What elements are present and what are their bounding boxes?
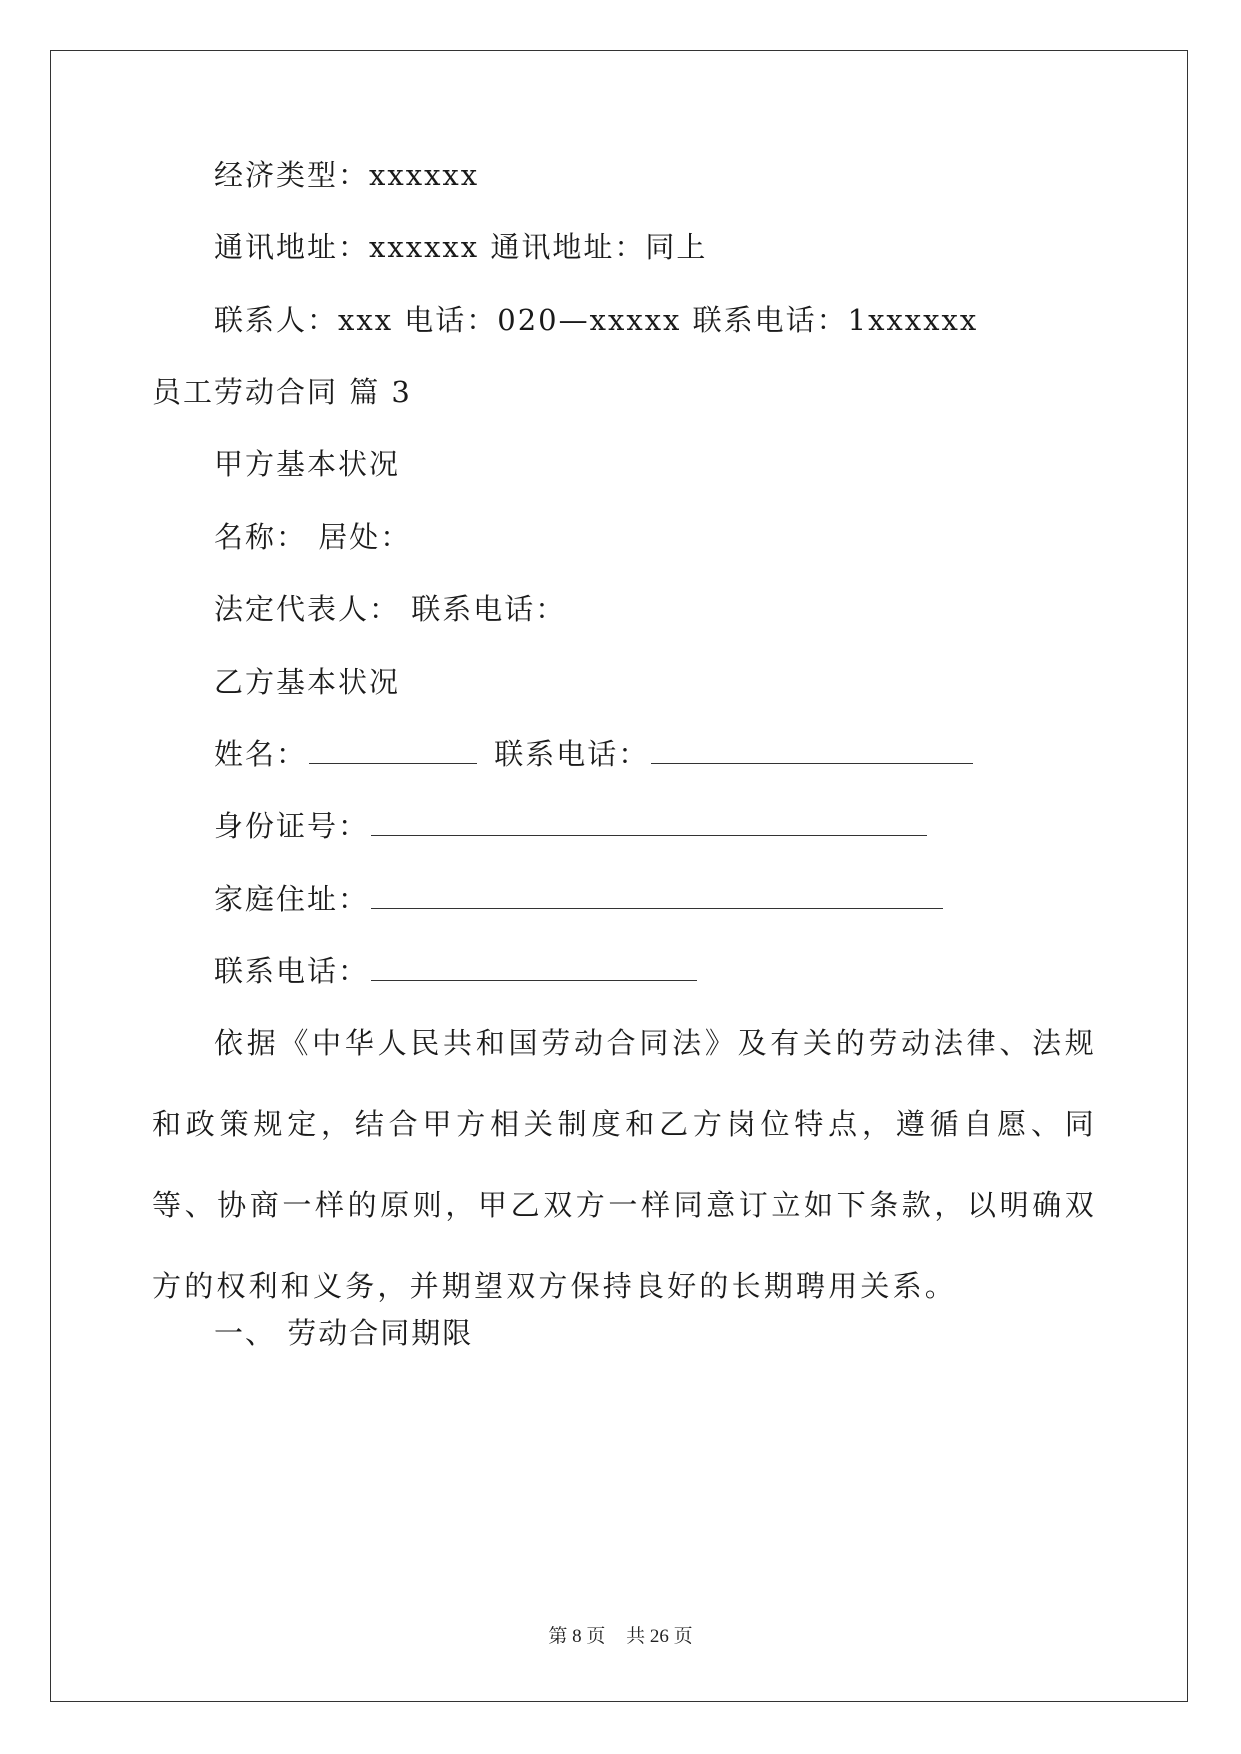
contact-phone-row: [214, 951, 703, 991]
phone-label: 联系电话：: [494, 737, 650, 771]
name-phone-row: [214, 734, 979, 774]
economic-type-line: 经济类型：xxxxxx: [214, 158, 480, 192]
section-title: 员工劳动合同 篇 3: [152, 375, 412, 409]
party-a-name-line: 名称： 居处：: [214, 520, 412, 554]
mail-address-line: 通讯地址：xxxxxx 通讯地址：同上: [214, 230, 708, 264]
phone-blank[interactable]: [651, 737, 973, 764]
home-address-row: [214, 879, 949, 919]
page-border: [50, 50, 1188, 1702]
page-number: 第 8 页: [548, 1626, 606, 1647]
party-a-heading: 甲方基本状况: [214, 447, 401, 481]
total-pages: 共 26 页: [626, 1626, 693, 1647]
party-b-heading: 乙方基本状况: [214, 665, 401, 699]
agreement-paragraph: 依据《中华人民共和国劳动合同法》及有关的劳动法律、法规和政策规定，结合甲方相关制度和乙方岗位特点，遵循自愿、同等、协商一样的原则，甲乙双方一样同意订立如下条款，以明确双方的权利和义务，并期望双方保持良好的长期聘用关系。: [152, 1026, 1097, 1303]
id-number-row: [214, 806, 933, 846]
contact-line: 联系人：xxx 电话：020—xxxxx 联系电话：1xxxxxx: [214, 303, 979, 337]
party-a-representative-line: 法定代表人： 联系电话：: [214, 592, 567, 626]
contact-phone-blank[interactable]: [371, 954, 697, 981]
clause-1-heading: 一、 劳动合同期限: [214, 1316, 474, 1350]
name-blank[interactable]: [309, 737, 477, 764]
contact-phone-label: 联系电话：: [214, 954, 370, 988]
home-address-blank[interactable]: [371, 882, 943, 909]
name-label: 姓名：: [214, 737, 308, 771]
home-address-label: 家庭住址：: [214, 882, 370, 916]
id-number-label: 身份证号：: [214, 809, 370, 843]
page-footer: [0, 1621, 1241, 1648]
id-number-blank[interactable]: [371, 809, 927, 836]
